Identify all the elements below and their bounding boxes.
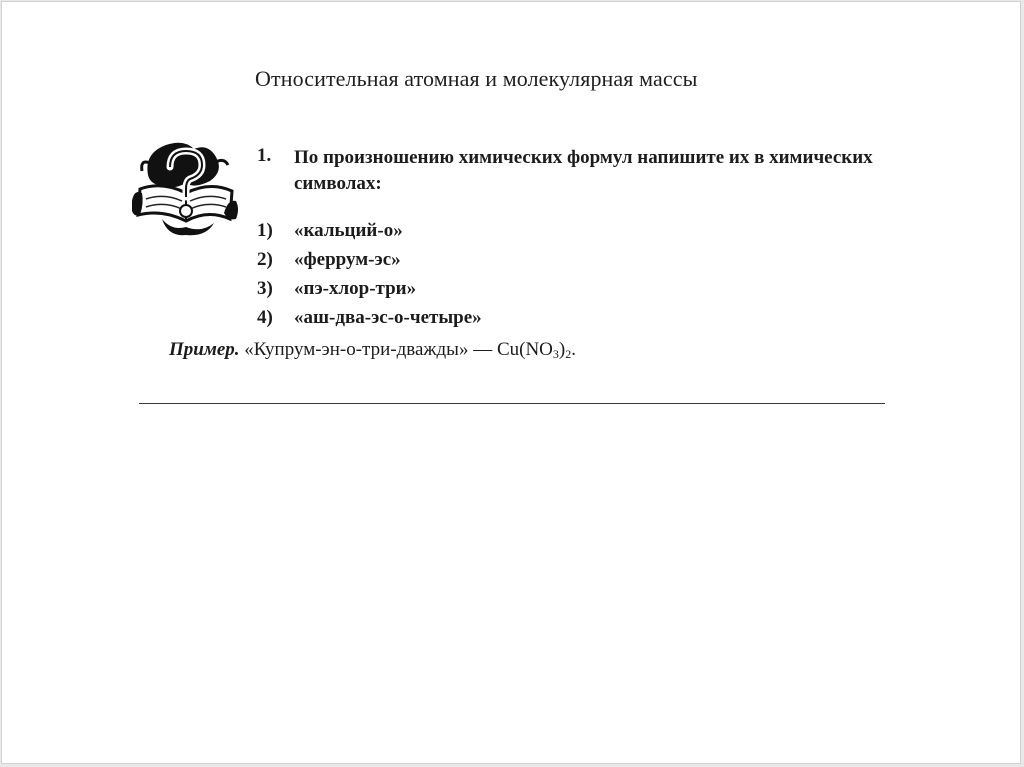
example-label: Пример. bbox=[169, 339, 240, 360]
example-dash: — bbox=[473, 339, 493, 360]
list-item-text: «феррум-эс» bbox=[294, 249, 401, 270]
list-item bbox=[257, 274, 482, 303]
list-item-text: «кальций-о» bbox=[294, 220, 403, 241]
formula-close: ) bbox=[558, 339, 566, 360]
list-item bbox=[257, 245, 482, 274]
list-item bbox=[257, 216, 482, 245]
example-line bbox=[169, 339, 576, 362]
question-mark-book-icon bbox=[132, 137, 240, 237]
example-formula bbox=[497, 339, 576, 360]
list-item-number: 3) bbox=[257, 278, 273, 299]
list-item-number: 4) bbox=[257, 307, 273, 328]
answer-list bbox=[257, 216, 482, 332]
formula-end: . bbox=[571, 339, 576, 360]
list-item-text: «пэ-хлор-три» bbox=[294, 278, 417, 299]
formula-base: Cu(NO bbox=[496, 339, 553, 360]
example-phrase: «Купрум-эн-о-три-дважды» bbox=[244, 339, 469, 360]
slide-page bbox=[1, 1, 1021, 764]
page-title: Относительная атомная и молекулярная массы bbox=[255, 66, 698, 91]
list-item-number: 2) bbox=[257, 249, 273, 270]
list-item-text: «аш-два-эс-о-четыре» bbox=[294, 307, 482, 328]
formula-subscript-1: 3 bbox=[552, 347, 559, 361]
answer-line-divider bbox=[139, 403, 885, 404]
task-text: По произношению химических формул напишите их в химических символах: bbox=[294, 147, 873, 194]
formula-subscript-2: 2 bbox=[565, 347, 572, 361]
list-item bbox=[257, 303, 482, 332]
list-item-number: 1) bbox=[257, 220, 273, 241]
task-number: 1. bbox=[257, 145, 272, 166]
